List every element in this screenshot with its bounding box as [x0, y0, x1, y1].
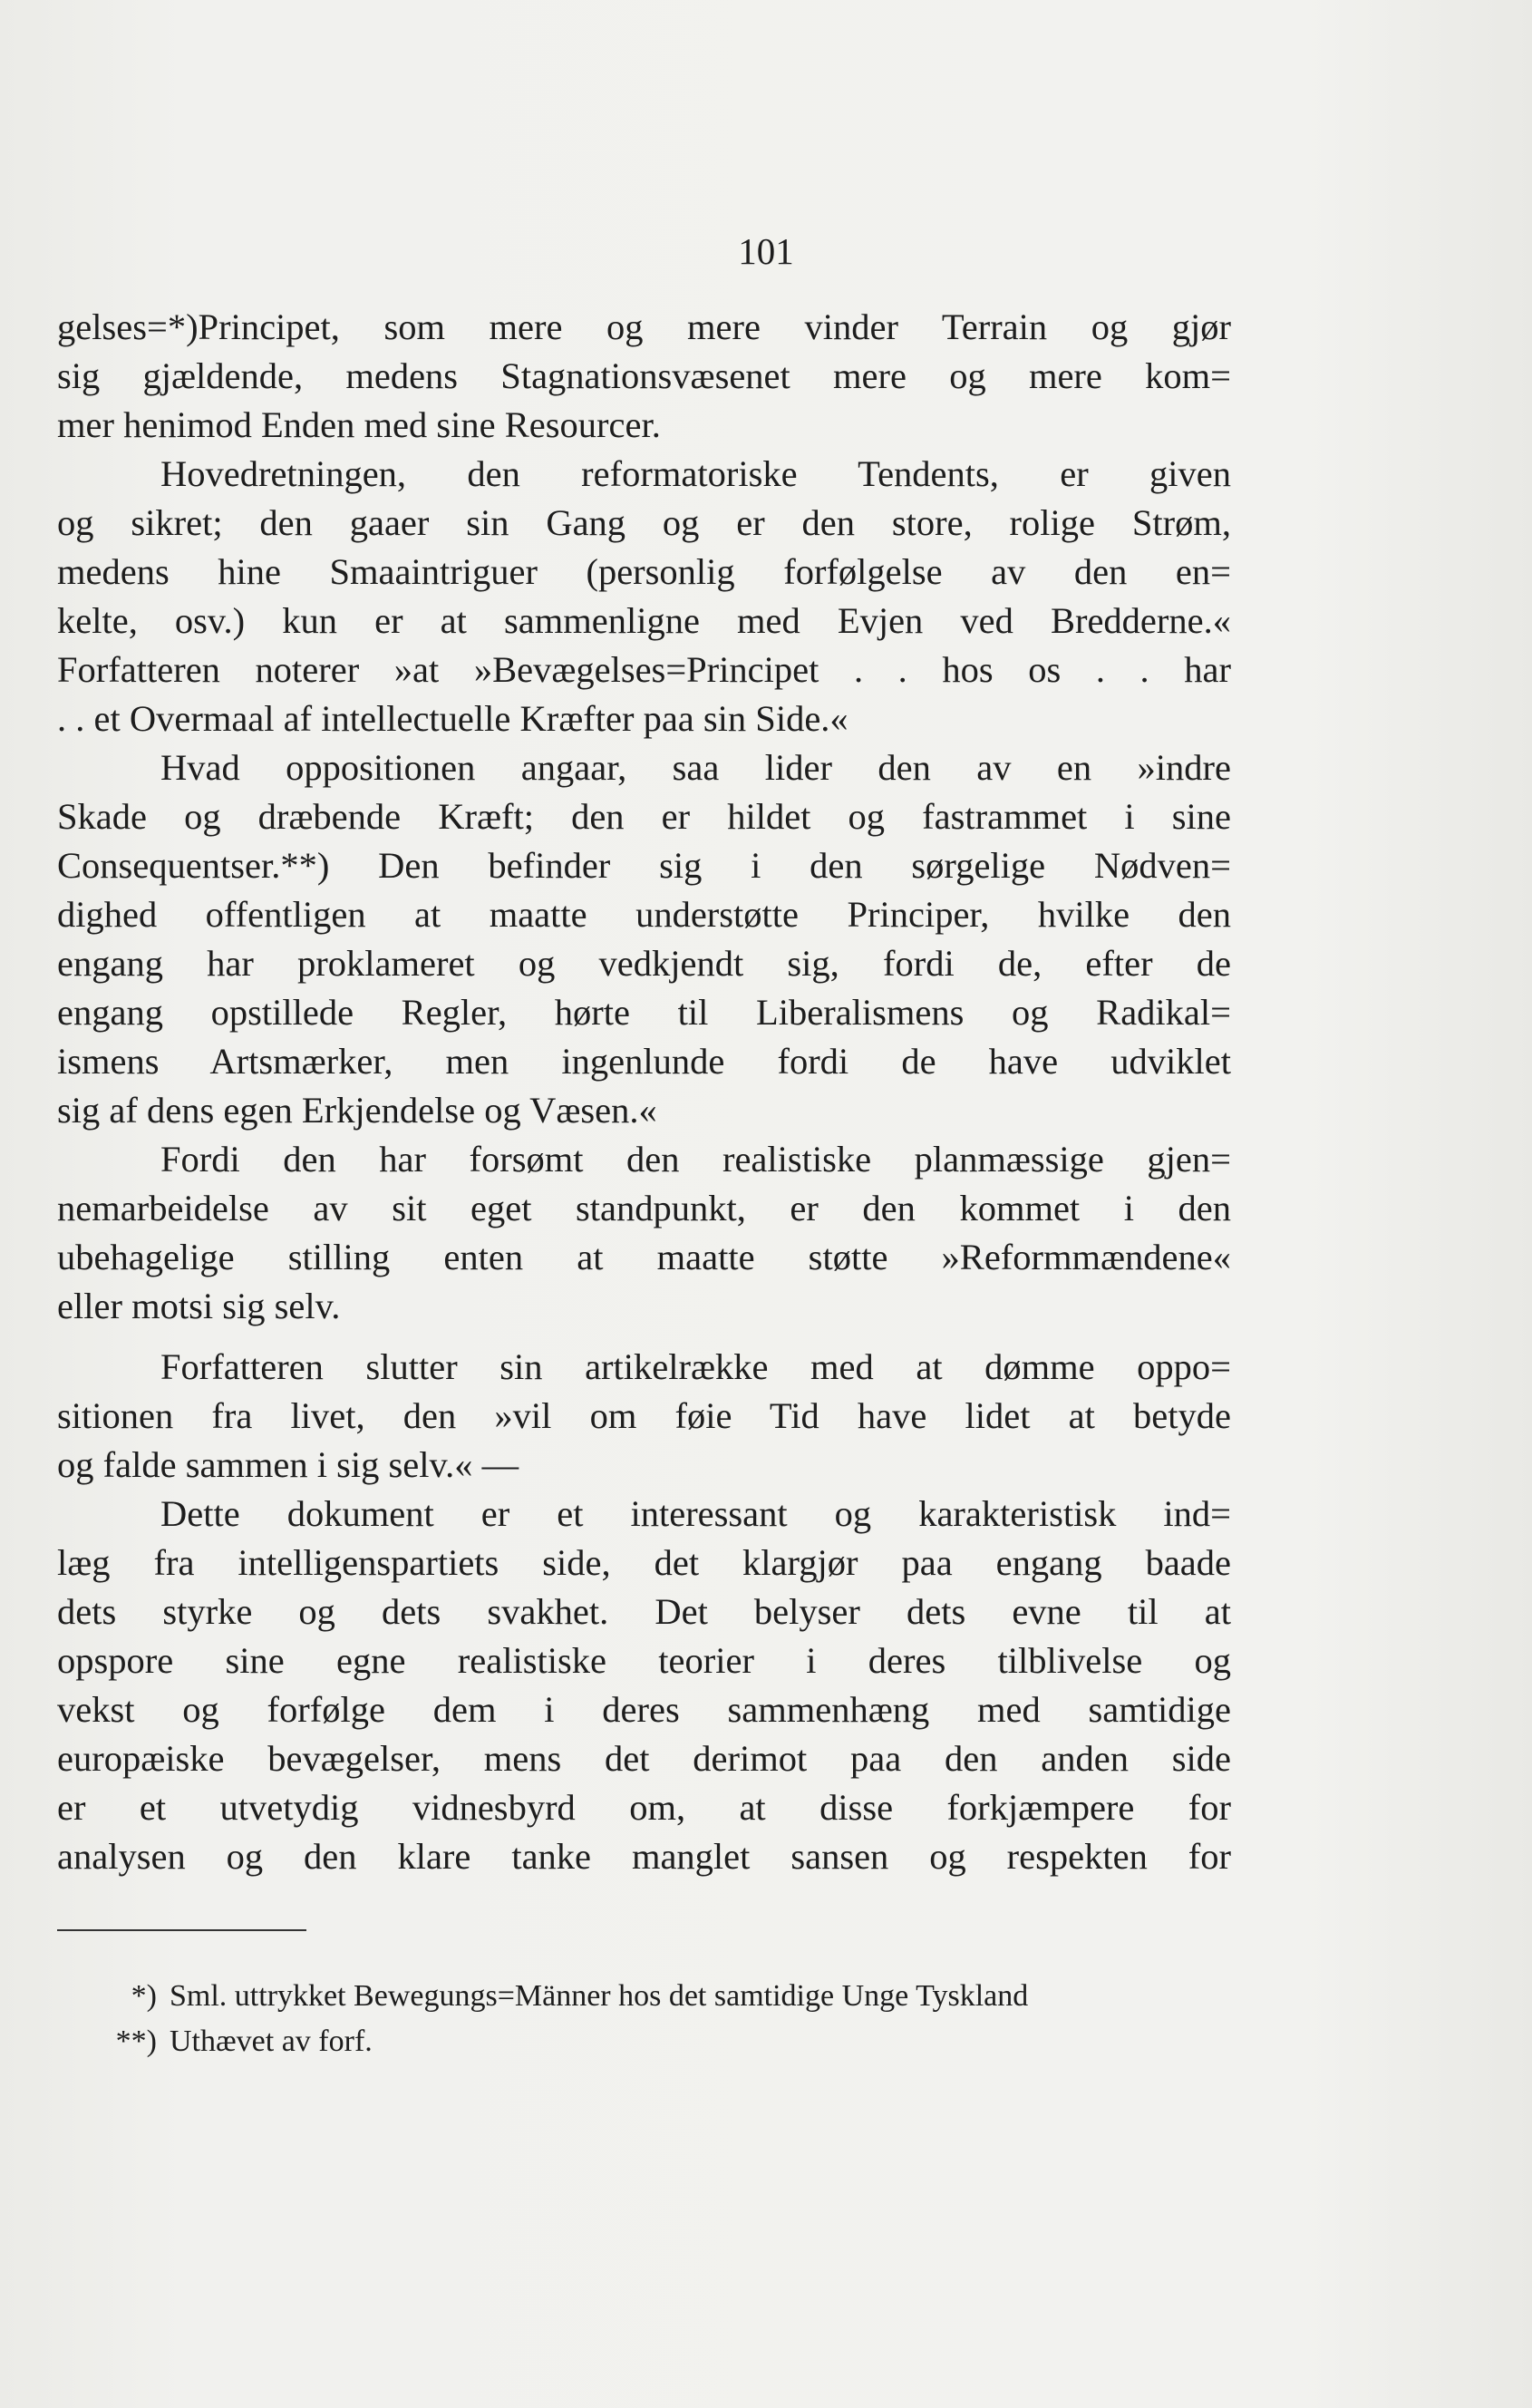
- text-line: medens hine Smaaintriguer (personlig forfølgelse av den en=: [57, 551, 1231, 592]
- footnote-divider: [57, 1929, 306, 1931]
- page-number: 101: [738, 230, 794, 272]
- footnote: [57, 1974, 1231, 2019]
- text-line: Forfatteren noterer »at »Bevægelses=Principet . . hos os . . har: [57, 649, 1231, 690]
- footnotes: [57, 1974, 1231, 2064]
- footnote: [57, 2019, 1231, 2064]
- text-line: ismens Artsmærker, men ingenlunde fordi de have udviklet: [57, 1041, 1231, 1082]
- footnote-text: Uthævet av forf.: [170, 2024, 373, 2058]
- text-line: sig af dens egen Erkjendelse og Væsen.«: [57, 1090, 657, 1131]
- text-line: og sikret; den gaaer sin Gang og er den store, rolige Strøm,: [57, 502, 1231, 543]
- text-line: Hvad oppositionen angaar, saa lider den av en »indre: [160, 747, 1231, 788]
- text-line: er et utvetydig vidnesbyrd om, at disse forkjæmpere for: [57, 1787, 1231, 1828]
- text-line: sitionen fra livet, den »vil om føie Tid have lidet at betyde: [57, 1395, 1231, 1436]
- text-line: dets styrke og dets svakhet. Det belyser dets evne til at: [57, 1591, 1231, 1632]
- text-line: opspore sine egne realistiske teorier i deres tilblivelse og: [57, 1640, 1231, 1681]
- text-line: . . et Overmaal af intellectuelle Kræfter paa sin Side.«: [57, 698, 848, 739]
- text-line: analysen og den klare tanke manglet sansen og respekten for: [57, 1836, 1231, 1877]
- text-line: Skade og dræbende Kræft; den er hildet og fastrammet i sine: [57, 796, 1231, 837]
- text-line: gelses=*)Principet, som mere og mere vinder Terrain og gjør: [57, 306, 1231, 347]
- text-line: læg fra intelligenspartiets side, det klargjør paa engang baade: [57, 1542, 1231, 1583]
- text-line: Hovedretningen, den reformatoriske Tendents, er given: [160, 453, 1231, 494]
- footnote-text: Sml. uttrykket Bewegungs=Männer hos det samtidige Unge Tyskland: [170, 1979, 1029, 2013]
- text-line: Consequentser.**) Den befinder sig i den sørgelige Nødven=: [57, 845, 1231, 886]
- text-line: Fordi den har forsømt den realistiske planmæssige gjen=: [160, 1139, 1231, 1180]
- text-line: europæiske bevægelser, mens det derimot paa den anden side: [57, 1738, 1231, 1779]
- text-line: dighed offentligen at maatte understøtte Principer, hvilke den: [57, 894, 1231, 935]
- footnote-mark: **): [115, 2024, 157, 2058]
- text-line: Forfatteren slutter sin artikelrække med at dømme oppo=: [160, 1346, 1231, 1387]
- body-text: [57, 303, 1231, 1881]
- text-line: nemarbeidelse av sit eget standpunkt, er den kommet i den: [57, 1188, 1231, 1228]
- text-line: vekst og forfølge dem i deres sammenhæng med samtidige: [57, 1689, 1231, 1730]
- text-line: og falde sammen i sig selv.« —: [57, 1444, 519, 1485]
- text-line: engang opstillede Regler, hørte til Liberalismens og Radikal=: [57, 992, 1231, 1033]
- text-line: engang har proklameret og vedkjendt sig, fordi de, efter de: [57, 943, 1231, 984]
- text-line: Dette dokument er et interessant og karakteristisk ind=: [160, 1493, 1231, 1534]
- text-line: kelte, osv.) kun er at sammenligne med Evjen ved Bredderne.«: [57, 600, 1231, 641]
- paragraph-gap: [57, 1331, 1231, 1343]
- text-line: ubehagelige stilling enten at maatte støtte »Reformmændene«: [57, 1237, 1231, 1277]
- text-line: sig gjældende, medens Stagnationsvæsenet mere og mere kom=: [57, 355, 1231, 396]
- footnote-mark: *): [131, 1979, 157, 2013]
- text-line: eller motsi sig selv.: [57, 1286, 341, 1326]
- text-line: mer henimod Enden med sine Resourcer.: [57, 404, 661, 445]
